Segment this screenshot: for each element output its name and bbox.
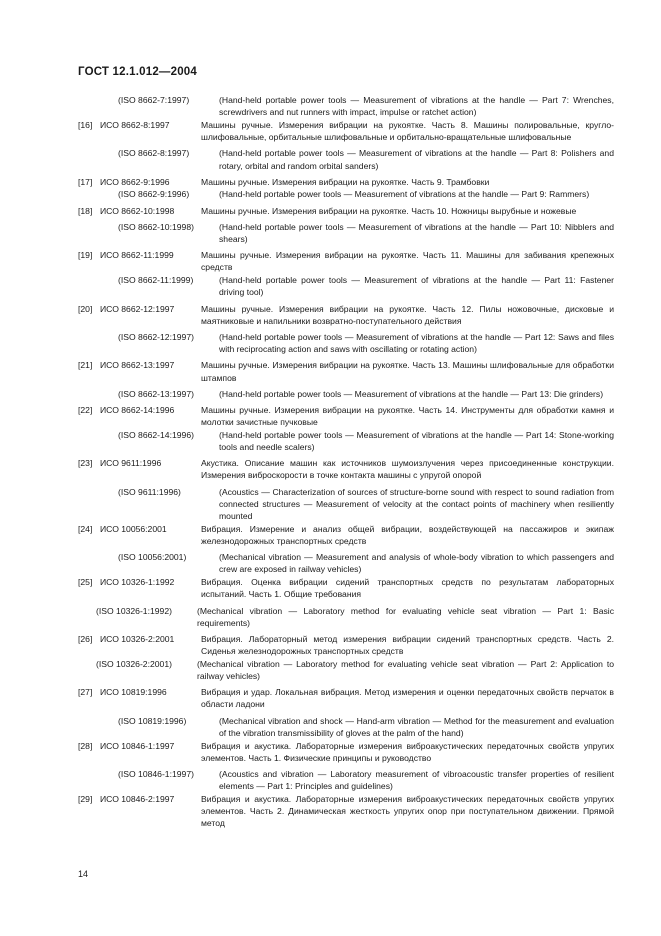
standard-code: ИСО 8662-12:1997 xyxy=(100,303,175,314)
standard-code: (ISO 8662-14:1996) xyxy=(118,429,194,440)
standard-title: (Hand-held portable power tools — Measurement of vibrations at the handle — Part 7: Wrenches, screwdrivers and nut runners with impact, impulse or ratchet action) xyxy=(219,95,614,118)
reference-number: [17] xyxy=(78,176,93,187)
standard-title: Машины ручные. Измерения вибрации на рукоятке. Часть 13. Машины шлифовальные для обработки штампов xyxy=(201,360,614,383)
reference-entry xyxy=(78,793,614,830)
reference-entry xyxy=(78,658,614,682)
standard-code: ИСО 8662-10:1998 xyxy=(100,205,175,216)
standard-code: ИСО 8662-14:1996 xyxy=(100,404,175,415)
reference-entry xyxy=(78,188,614,200)
reference-entry xyxy=(78,486,614,523)
standard-code: ИСО 10056:2001 xyxy=(100,523,167,534)
reference-entry xyxy=(78,331,614,355)
standard-title: (Acoustics — Characterization of sources of structure-borne sound with respect to sound radiation from connected structures — Measurement of velocity at the contact points of machinery when resiliently mounted xyxy=(219,486,614,522)
standard-title: Вибрация. Измерение и анализ общей вибрации, воздействующей на пассажиров и экипаж железнодорожных транспортных средств xyxy=(201,523,614,546)
reference-entry xyxy=(78,740,614,764)
standard-title: Машины ручные. Измерения вибрации на рукоятке. Часть 9. Трамбовки xyxy=(201,176,490,187)
reference-number: [26] xyxy=(78,633,93,644)
standard-code: (ISO 8662-8:1997) xyxy=(118,148,190,159)
page-number: 14 xyxy=(78,869,89,879)
reference-entry xyxy=(78,388,614,400)
standard-code: (ISO 10056:2001) xyxy=(118,552,187,563)
standard-code: ИСО 9611:1996 xyxy=(100,458,162,469)
standard-code: ИСО 10846-2:1997 xyxy=(100,793,175,804)
standard-title: Вибрация и акустика. Лабораторные измерения виброакустических передаточных свойств упругих элементов. Часть 1. Физические принципы и руководство xyxy=(201,740,614,763)
standard-title: Акустика. Описание машин как источников шумоизлучения через присоединенные конструкции. Измерения виброскорости в точке контакта машины с упругой опорой xyxy=(201,458,614,481)
reference-number: [21] xyxy=(78,360,93,371)
standard-title: (Acoustics and vibration — Laboratory measurement of vibroacoustic transfer properties of resilient elements — Part 1: Principles and guidelines) xyxy=(219,768,614,792)
reference-entry xyxy=(78,94,614,118)
reference-entry xyxy=(78,686,614,710)
standard-title: (Hand-held portable power tools — Measurement of vibrations at the handle — Part 14: Stone-working tools and needle scalers) xyxy=(219,429,614,453)
standard-code: (ISO 8662-9:1996) xyxy=(118,189,190,200)
reference-number xyxy=(78,551,100,575)
reference-number xyxy=(78,94,100,118)
standard-code: (ISO 10326-1:1992) xyxy=(96,605,172,616)
standard-code: (ISO 8662-7:1997) xyxy=(118,95,190,105)
reference-entry xyxy=(78,176,614,188)
reference-number xyxy=(78,221,100,245)
reference-entry xyxy=(78,633,614,657)
reference-number xyxy=(78,331,100,355)
reference-number: [16] xyxy=(78,119,93,130)
standard-title: Вибрация. Оценка вибрации сидений транспортных средств по результатам лабораторных испытаний. Часть 1. Общие требования xyxy=(201,577,614,600)
standard-title: Машины ручные. Измерения вибрации на рукоятке. Часть 12. Пилы ножовочные, дисковые и маятниковые и напильники возвратно-поступательного действия xyxy=(201,303,614,326)
reference-number: [18] xyxy=(78,205,93,216)
reference-number: [28] xyxy=(78,740,93,751)
standard-title: (Mechanical vibration — Measurement and analysis of whole-body vibration to which passengers and crew are exposed in railway vehicles) xyxy=(219,552,614,575)
standard-code: (ISO 10819:1996) xyxy=(118,715,187,726)
standard-code: ИСО 10819:1996 xyxy=(100,687,167,698)
reference-entry xyxy=(78,605,614,629)
reference-entry xyxy=(78,576,614,600)
reference-number: [27] xyxy=(78,687,93,698)
standard-title: (Hand-held portable power tools — Measurement of vibrations at the handle — Part 9: Rammers) xyxy=(219,189,590,200)
standard-title: Вибрация и удар. Локальная вибрация. Метод измерения и оценки передаточных свойств перчаток в области ладони xyxy=(201,687,614,710)
standard-code: ИСО 10326-2:2001 xyxy=(100,633,175,644)
reference-number: [22] xyxy=(78,404,93,415)
standard-title: (Hand-held portable power tools — Measurement of vibrations at the handle — Part 8: Polishers and rotary, orbital and random orbital sanders) xyxy=(219,148,614,171)
standard-code: (ISO 10326-2:2001) xyxy=(96,658,172,669)
reference-entry xyxy=(78,551,614,575)
reference-entry xyxy=(78,768,614,792)
reference-number: [20] xyxy=(78,303,93,314)
reference-entry xyxy=(78,303,614,327)
reference-entry xyxy=(78,221,614,245)
standard-title: Вибрация и акустика. Лабораторные измерения виброакустических передаточных свойств упругих элементов. Часть 2. Динамическая жесткость упругих опор при поступательном движении. Прямой метод xyxy=(201,793,614,829)
standard-code: (ISO 8662-10:1998) xyxy=(118,221,194,232)
standard-title: Машины ручные. Измерения вибрации на рукоятке. Часть 8. Машины полировальные, круглошлифовальные, орбитальные шлифовальные и орбитально-вращательные шлифовальные xyxy=(201,119,614,143)
reference-number xyxy=(78,768,100,792)
standard-code: ИСО 10326-1:1992 xyxy=(100,577,175,588)
standard-title: (Mechanical vibration and shock — Hand-arm vibration — Method for the measurement and evaluation of the vibration transmissibility of gloves at the palm of the hand) xyxy=(219,715,614,738)
reference-number xyxy=(78,486,100,523)
reference-entry xyxy=(78,205,614,217)
reference-entry xyxy=(78,715,614,739)
standard-title: (Hand-held portable power tools — Measurement of vibrations at the handle — Part 11: Fastener driving tool) xyxy=(219,275,614,298)
standard-title: (Mechanical vibration — Laboratory method for evaluating vehicle seat vibration — Part 2: Application to railway vehicles) xyxy=(197,658,614,682)
standard-code: ИСО 8662-13:1997 xyxy=(100,360,175,371)
reference-entry xyxy=(78,429,614,453)
reference-number: [23] xyxy=(78,458,93,469)
standard-code: ИСО 8662-9:1996 xyxy=(100,176,170,187)
standard-title: Машины ручные. Измерения вибрации на рукоятке. Часть 10. Ножницы вырубные и ножевые xyxy=(201,205,577,216)
reference-entry xyxy=(78,274,614,298)
reference-number: [24] xyxy=(78,523,93,534)
reference-entry xyxy=(78,404,614,428)
standard-code: (ISO 8662-12:1997) xyxy=(118,331,194,342)
standard-code: ИСО 8662-11:1999 xyxy=(100,250,174,261)
standard-title: (Hand-held portable power tools — Measurement of vibrations at the handle — Part 10: Nibblers and shears) xyxy=(219,221,614,245)
reference-entry xyxy=(78,249,614,273)
reference-number xyxy=(78,388,100,400)
reference-list xyxy=(78,94,614,830)
reference-entry xyxy=(78,359,614,383)
standard-title: (Mechanical vibration — Laboratory method for evaluating vehicle seat vibration — Part 1: Basic requirements) xyxy=(197,605,614,628)
reference-number xyxy=(78,429,100,453)
standard-code: (ISO 8662-11:1999) xyxy=(118,275,194,286)
reference-number: [29] xyxy=(78,793,93,804)
reference-number xyxy=(78,274,100,298)
standard-code: ИСО 8662-8:1997 xyxy=(100,119,170,130)
reference-number xyxy=(78,188,100,200)
standard-code: (ISO 8662-13:1997) xyxy=(118,388,194,399)
reference-number: [19] xyxy=(78,250,93,261)
reference-entry xyxy=(78,147,614,171)
reference-number: [25] xyxy=(78,577,93,588)
standard-code: (ISO 10846-1:1997) xyxy=(118,768,194,779)
document-header: ГОСТ 12.1.012—2004 xyxy=(78,66,197,78)
reference-entry xyxy=(78,457,614,481)
standard-title: (Hand-held portable power tools — Measurement of vibrations at the handle — Part 13: Die grinders) xyxy=(219,388,604,399)
reference-number xyxy=(78,715,100,739)
reference-entry xyxy=(78,523,614,547)
reference-entry xyxy=(78,119,614,143)
standard-title: Вибрация. Лабораторный метод измерения вибрации сидений транспортных средств. Часть 2. Сиденья железнодорожных транспортных средств xyxy=(201,633,614,657)
standard-code: (ISO 9611:1996) xyxy=(118,486,181,497)
standard-title: (Hand-held portable power tools — Measurement of vibrations at the handle — Part 12: Saws and files with reciprocating action and saws with oscillating or rotating action) xyxy=(219,331,614,355)
standard-code: ИСО 10846-1:1997 xyxy=(100,740,175,751)
reference-number xyxy=(78,147,100,171)
standard-title: Машины ручные. Измерения вибрации на рукоятке. Часть 11. Машины для забивания крепежных средств xyxy=(201,250,614,273)
standard-title: Машины ручные. Измерения вибрации на рукоятке. Часть 14. Инструменты для обработки камня и молотки зачистные пучковые xyxy=(201,404,614,428)
